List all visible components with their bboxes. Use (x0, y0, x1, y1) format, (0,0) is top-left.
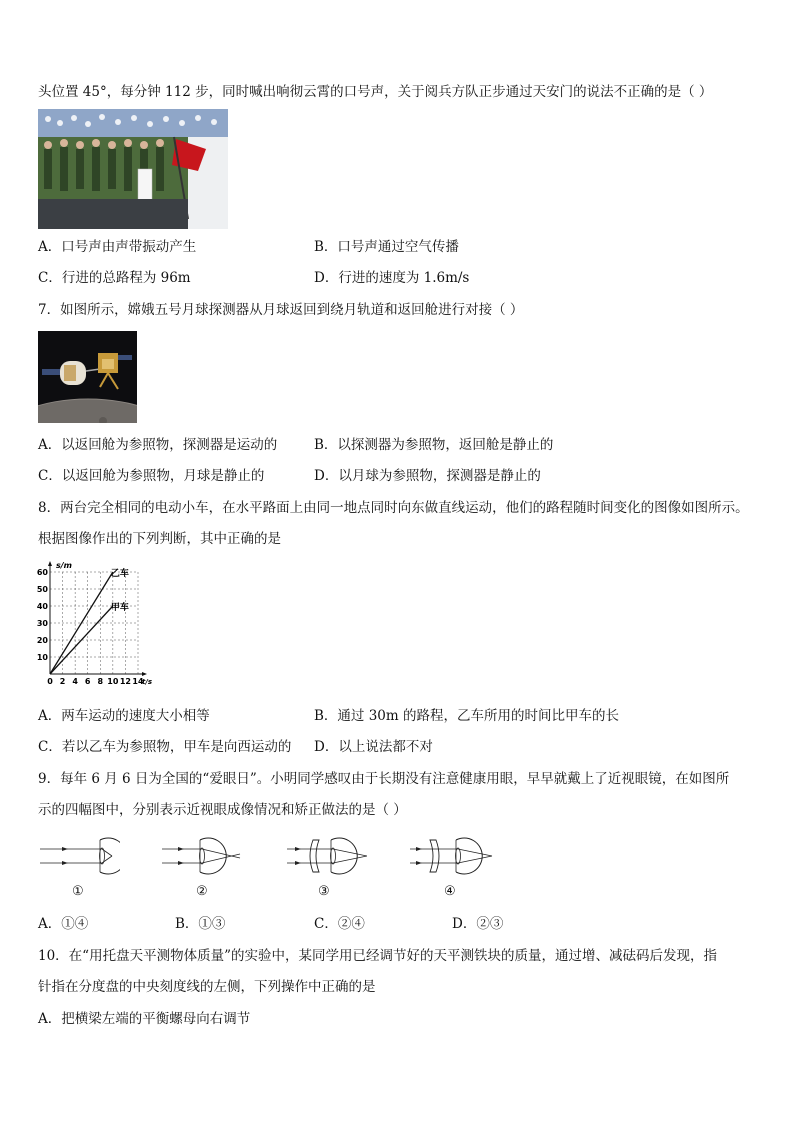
q9-option-a: A．①④ (38, 916, 89, 932)
eye-diagram-2 (160, 836, 242, 876)
x-tick-label: 12 (119, 677, 131, 686)
eye-label-3: ③ (318, 884, 330, 899)
q9-stem-line2: 示的四幅图中，分别表示近视眼成像情况和矫正做法的是（ ） (38, 802, 407, 818)
parade-photo (38, 109, 228, 229)
y-axis-arrow (48, 561, 52, 566)
q6-option-d: D．行进的速度为 1.6m/s (314, 270, 470, 286)
x-tick-label: 4 (72, 677, 78, 686)
q8-option-c: C．若以乙车为参照物，甲车是向西运动的 (38, 739, 292, 755)
q8-option-a: A．两车运动的速度大小相等 (38, 708, 210, 724)
x-tick-label: 2 (59, 677, 66, 686)
q9-option-b: B．①③ (175, 916, 226, 932)
q6-option-b: B．口号声通过空气传播 (314, 239, 459, 255)
x-tick-label: 0 (47, 677, 53, 686)
q9-option-d: D．②③ (452, 916, 504, 932)
distance-time-chart (34, 560, 158, 694)
series-label-2: 甲车 (110, 603, 129, 613)
y-tick-label: 40 (36, 602, 48, 611)
x-axis-arrow (142, 672, 147, 676)
q8-option-b: B．通过 30m 的路程，乙车所用的时间比甲车的长 (314, 708, 619, 724)
q6-option-a: A．口号声由声带振动产生 (38, 239, 197, 255)
y-tick-label: 60 (36, 568, 48, 577)
y-tick-label: 50 (36, 585, 48, 594)
q7-stem: 7．如图所示，嫦娥五号月球探测器从月球返回到绕月轨道和返回舱进行对接（ ） (38, 302, 524, 318)
y-axis-label: s/m (56, 561, 73, 570)
x-tick-label: 6 (84, 677, 91, 686)
q10-stem-line2: 针指在分度盘的中央刻度线的左侧，下列操作中正确的是 (38, 979, 376, 995)
q6-stem-tail: 头位置 45°，每分钟 112 步，同时喊出响彻云霄的口号声，关于阅兵方队正步通过天安门的说法不正确的是（ ） (38, 84, 713, 100)
q7-option-d: D．以月球为参照物，探测器是静止的 (314, 468, 541, 484)
x-tick-label: 8 (97, 677, 104, 686)
q10-option-a: A．把横梁左端的平衡螺母向右调节 (38, 1011, 251, 1027)
y-tick-label: 10 (36, 653, 48, 662)
q6-option-c: C．行进的总路程为 96m (38, 270, 191, 286)
eye-diagram-4 (408, 836, 494, 876)
y-tick-label: 30 (36, 619, 48, 628)
eye-label-4: ④ (444, 884, 456, 899)
q7-option-c: C．以返回舱为参照物，月球是静止的 (38, 468, 265, 484)
q9-stem-line1: 9．每年 6 月 6 日为全国的“爱眼日”。小明同学感叹由于长期没有注意健康用眼，早早就戴上了近视眼镜，在如图所 (38, 771, 730, 787)
eye-label-1: ① (72, 884, 84, 899)
q9-option-c: C．②④ (314, 916, 365, 932)
series-label-1: 乙车 (110, 569, 129, 579)
x-axis-label: t/s (142, 678, 153, 686)
q7-option-a: A．以返回舱为参照物，探测器是运动的 (38, 437, 278, 453)
spacecraft-photo (38, 331, 137, 423)
q8-stem-line1: 8．两台完全相同的电动小车，在水平路面上由同一地点同时向东做直线运动，他们的路程随时间变化的图像如图所示。 (38, 500, 749, 516)
q8-stem-line2: 根据图像作出的下列判断，其中正确的是 (38, 531, 281, 547)
eye-diagram-3 (285, 836, 367, 876)
eye-label-2: ② (196, 884, 208, 899)
q8-option-d: D．以上说法都不对 (314, 739, 433, 755)
x-tick-label: 10 (107, 677, 119, 686)
q7-option-b: B．以探测器为参照物，返回舱是静止的 (314, 437, 554, 453)
x-tick-label: 14 (132, 677, 144, 686)
y-tick-label: 20 (36, 636, 48, 645)
q10-stem-line1: 10．在“用托盘天平测物体质量”的实验中，某同学用已经调节好的天平测铁块的质量，通过增、减砝码后发现，指 (38, 948, 717, 964)
eye-diagram-1 (38, 836, 120, 876)
